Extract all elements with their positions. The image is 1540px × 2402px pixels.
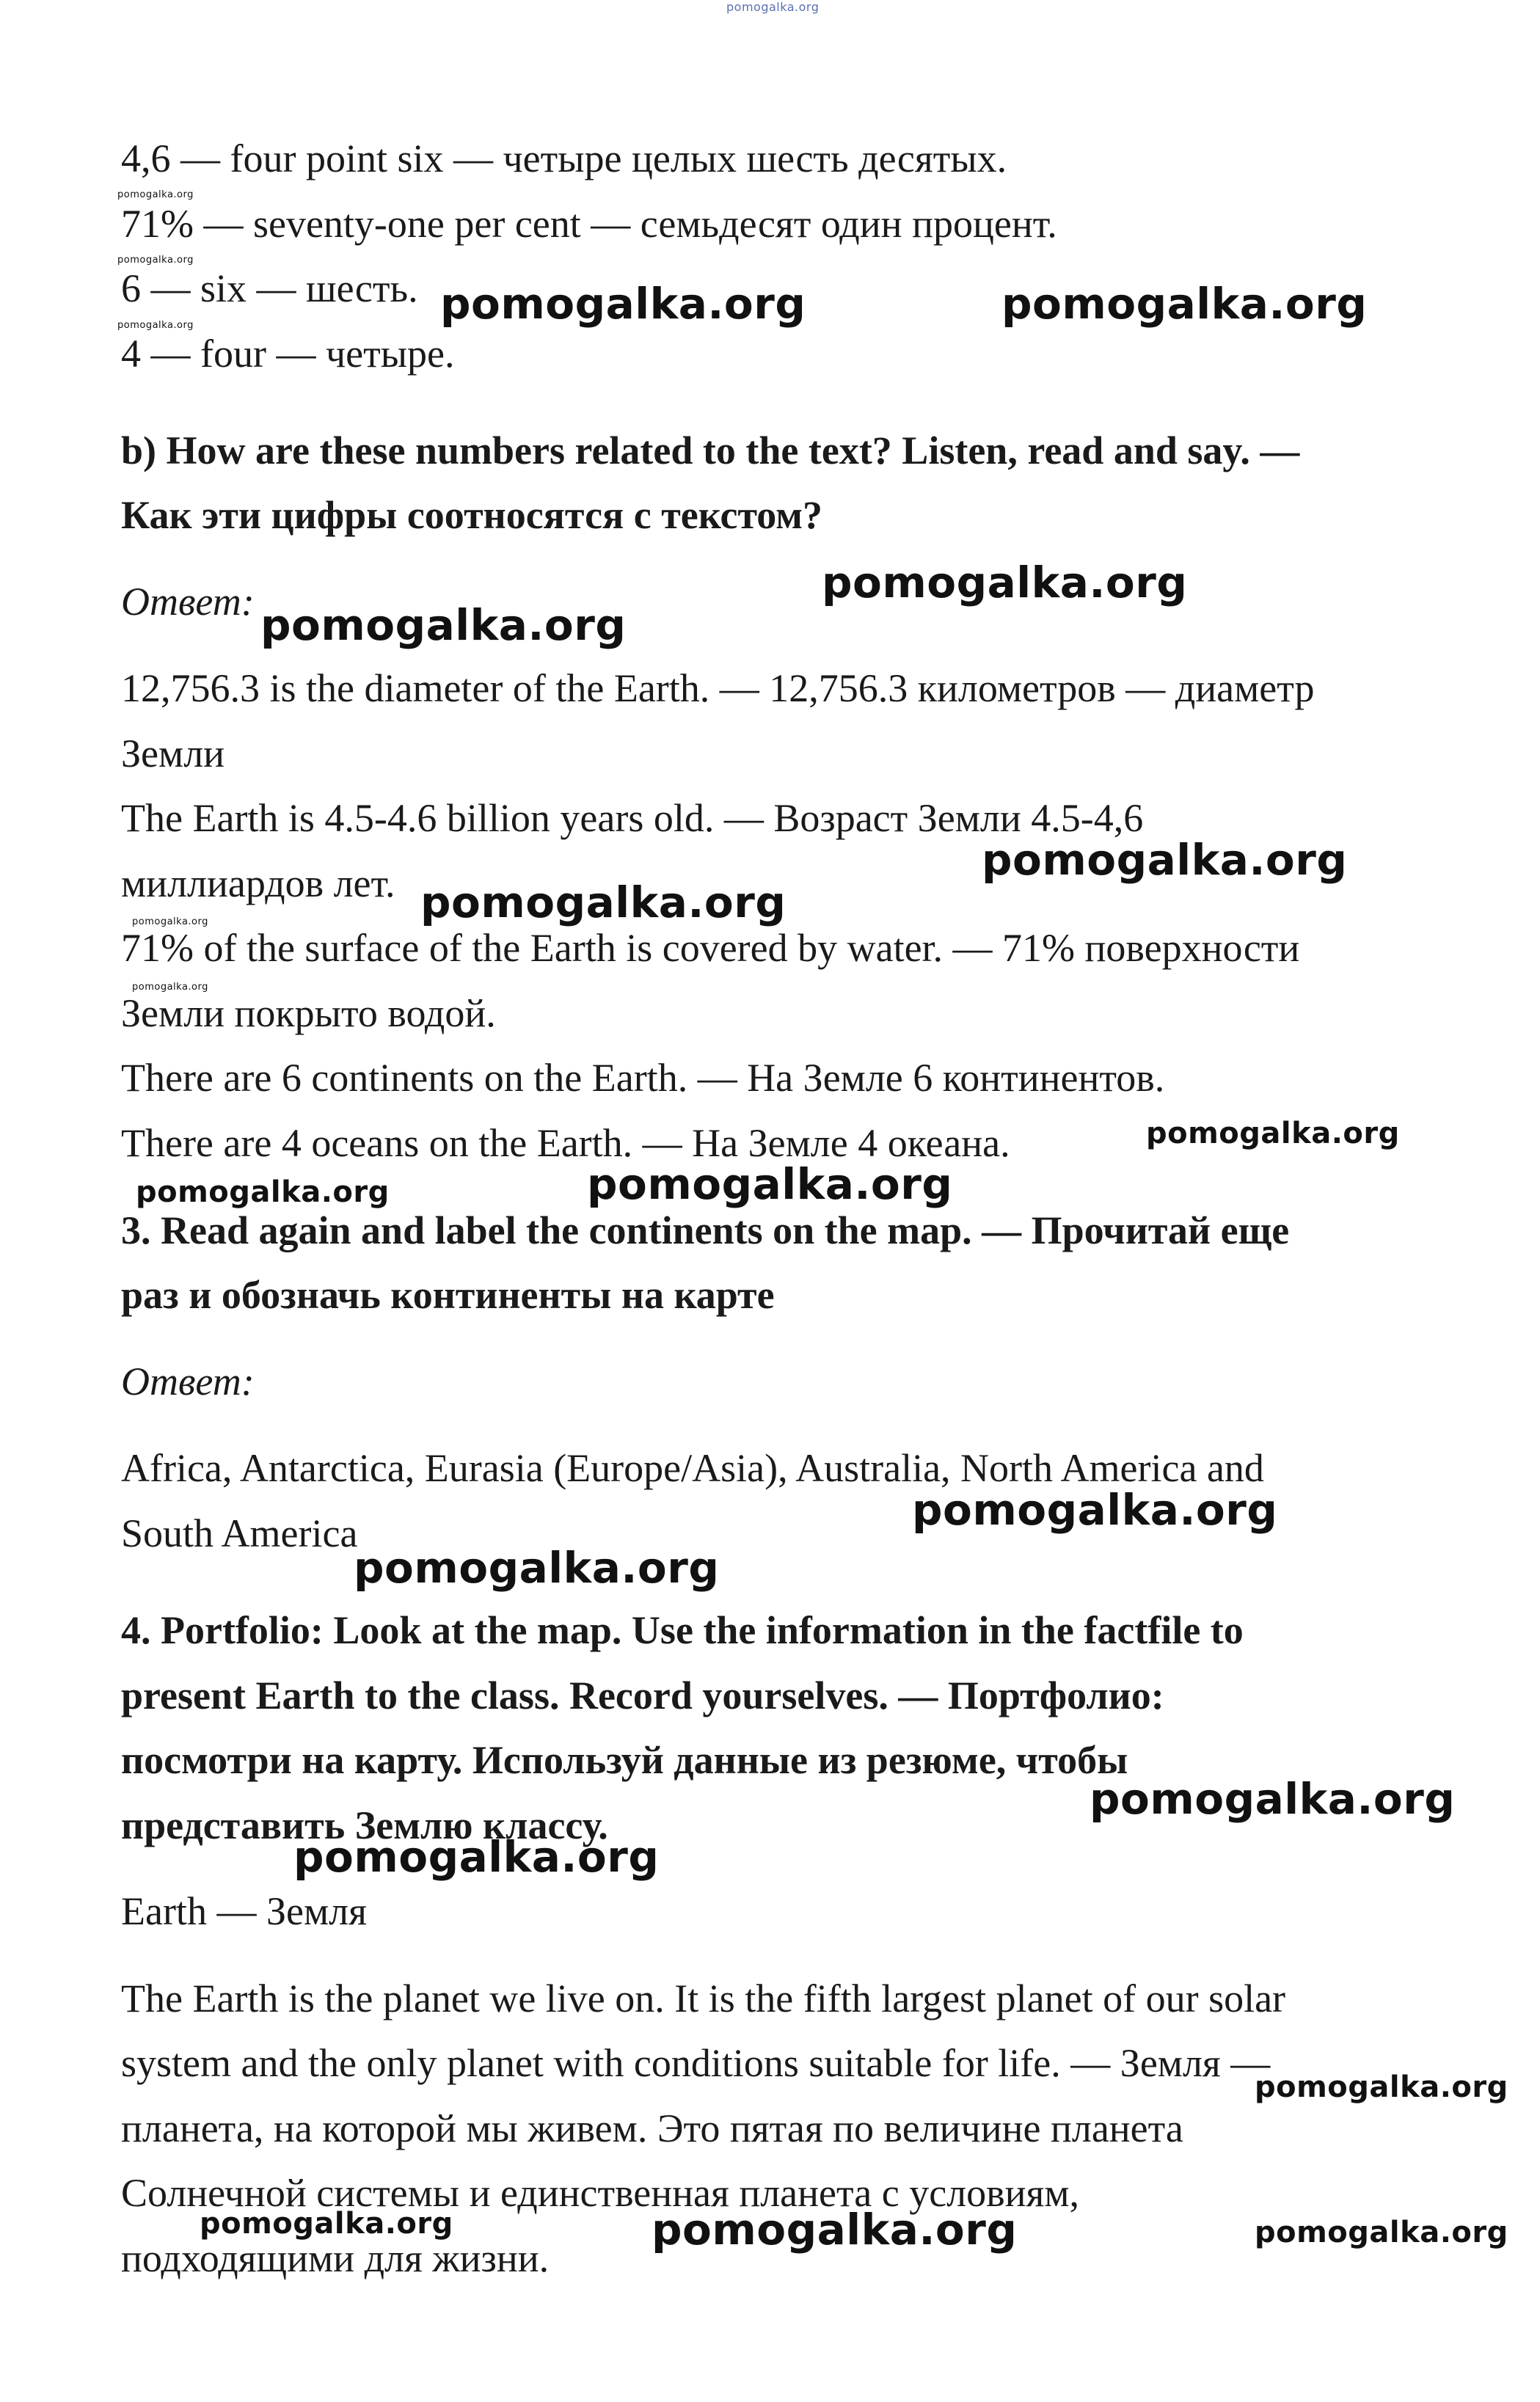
- answer-b-line-4: миллиардов лет.: [121, 861, 395, 905]
- watermark: pomogalka.org: [354, 1543, 720, 1593]
- answer-b-line-1: 12,756.3 is the diameter of the Earth. — 12,756.3 километров — диаметр: [121, 666, 1315, 710]
- watermark: pomogalka.org: [440, 279, 806, 329]
- answer-b-label: Ответ:: [121, 580, 255, 624]
- earth-text-line-2: system and the only planet with conditions suitable for life. — Земля —: [121, 2041, 1271, 2085]
- watermark: pomogalka.org: [652, 2205, 1018, 2255]
- earth-text-line-3: планета, на которой мы живем. Это пятая по величине планета: [121, 2106, 1183, 2150]
- header-site-watermark: pomogalka.org: [726, 0, 820, 14]
- answer-b-line-3: The Earth is 4.5-4.6 billion years old. — Возраст Земли 4.5-4,6: [121, 796, 1144, 840]
- task-4-line-4: представить Землю классу.: [121, 1803, 608, 1847]
- watermark: pomogalka.org: [420, 877, 787, 927]
- answer-b-line-8: There are 4 oceans on the Earth. — На Земле 4 океана.: [121, 1121, 1010, 1165]
- watermark: pomogalka.org: [1255, 2070, 1508, 2104]
- watermark: pomogalka.org: [132, 982, 208, 993]
- answer-3-line-1: Africa, Antarctica, Eurasia (Europe/Asia), Australia, North America and: [121, 1446, 1264, 1490]
- earth-text-line-1: The Earth is the planet we live on. It is the fifth largest planet of our solar: [121, 1976, 1286, 2020]
- numbers-line-4: 4 — four — четыре.: [121, 332, 455, 376]
- watermark: pomogalka.org: [1001, 279, 1368, 329]
- answer-b-line-7: There are 6 continents on the Earth. — На Земле 6 континентов.: [121, 1056, 1165, 1100]
- watermark: pomogalka.org: [136, 1175, 390, 1209]
- watermark: pomogalka.org: [1090, 1774, 1456, 1824]
- numbers-line-3: 6 — six — шесть.: [121, 266, 418, 310]
- watermark: pomogalka.org: [117, 189, 194, 200]
- task-b-line-2: Как эти цифры соотносятся с текстом?: [121, 493, 823, 537]
- answer-b-line-6: Земли покрыто водой.: [121, 991, 496, 1035]
- numbers-line-1: 4,6 — four point six — четыре целых шесть десятых.: [121, 136, 1007, 180]
- task-3-line-1: 3. Read again and label the continents on the map. — Прочитай еще: [121, 1208, 1290, 1252]
- watermark: pomogalka.org: [117, 320, 194, 331]
- numbers-line-2: 71% — seventy-one per cent — семьдесят один процент.: [121, 202, 1057, 246]
- watermark: pomogalka.org: [132, 916, 208, 927]
- watermark: pomogalka.org: [822, 558, 1188, 607]
- earth-title: Earth — Земля: [121, 1889, 367, 1933]
- watermark: pomogalka.org: [587, 1159, 953, 1209]
- task-4-line-1: 4. Portfolio: Look at the map. Use the information in the factfile to: [121, 1608, 1244, 1652]
- earth-text-line-5: подходящими для жизни.: [121, 2236, 550, 2280]
- watermark: pomogalka.org: [912, 1485, 1278, 1535]
- watermark: pomogalka.org: [117, 255, 194, 266]
- task-b-line-1: b) How are these numbers related to the text? Listen, read and say. —: [121, 428, 1300, 472]
- task-3-line-2: раз и обозначь континенты на карте: [121, 1273, 775, 1317]
- answer-b-line-5: 71% of the surface of the Earth is covered by water. — 71% поверхности: [121, 926, 1300, 970]
- earth-text-line-4: Солнечной системы и единственная планета с условиям,: [121, 2171, 1080, 2215]
- watermark: pomogalka.org: [1255, 2216, 1508, 2249]
- watermark: pomogalka.org: [1146, 1117, 1400, 1150]
- watermark: pomogalka.org: [260, 600, 627, 650]
- task-4-line-3: посмотри на карту. Используй данные из резюме, чтобы: [121, 1738, 1128, 1782]
- answer-b-line-2: Земли: [121, 731, 225, 775]
- watermark: pomogalka.org: [293, 1832, 660, 1882]
- answer-3-line-2: South America: [121, 1511, 358, 1555]
- answer-3-label: Ответ:: [121, 1359, 255, 1403]
- watermark: pomogalka.org: [200, 2207, 453, 2241]
- task-4-line-2: present Earth to the class. Record yourselves. — Портфолио:: [121, 1673, 1164, 1717]
- watermark: pomogalka.org: [982, 835, 1348, 885]
